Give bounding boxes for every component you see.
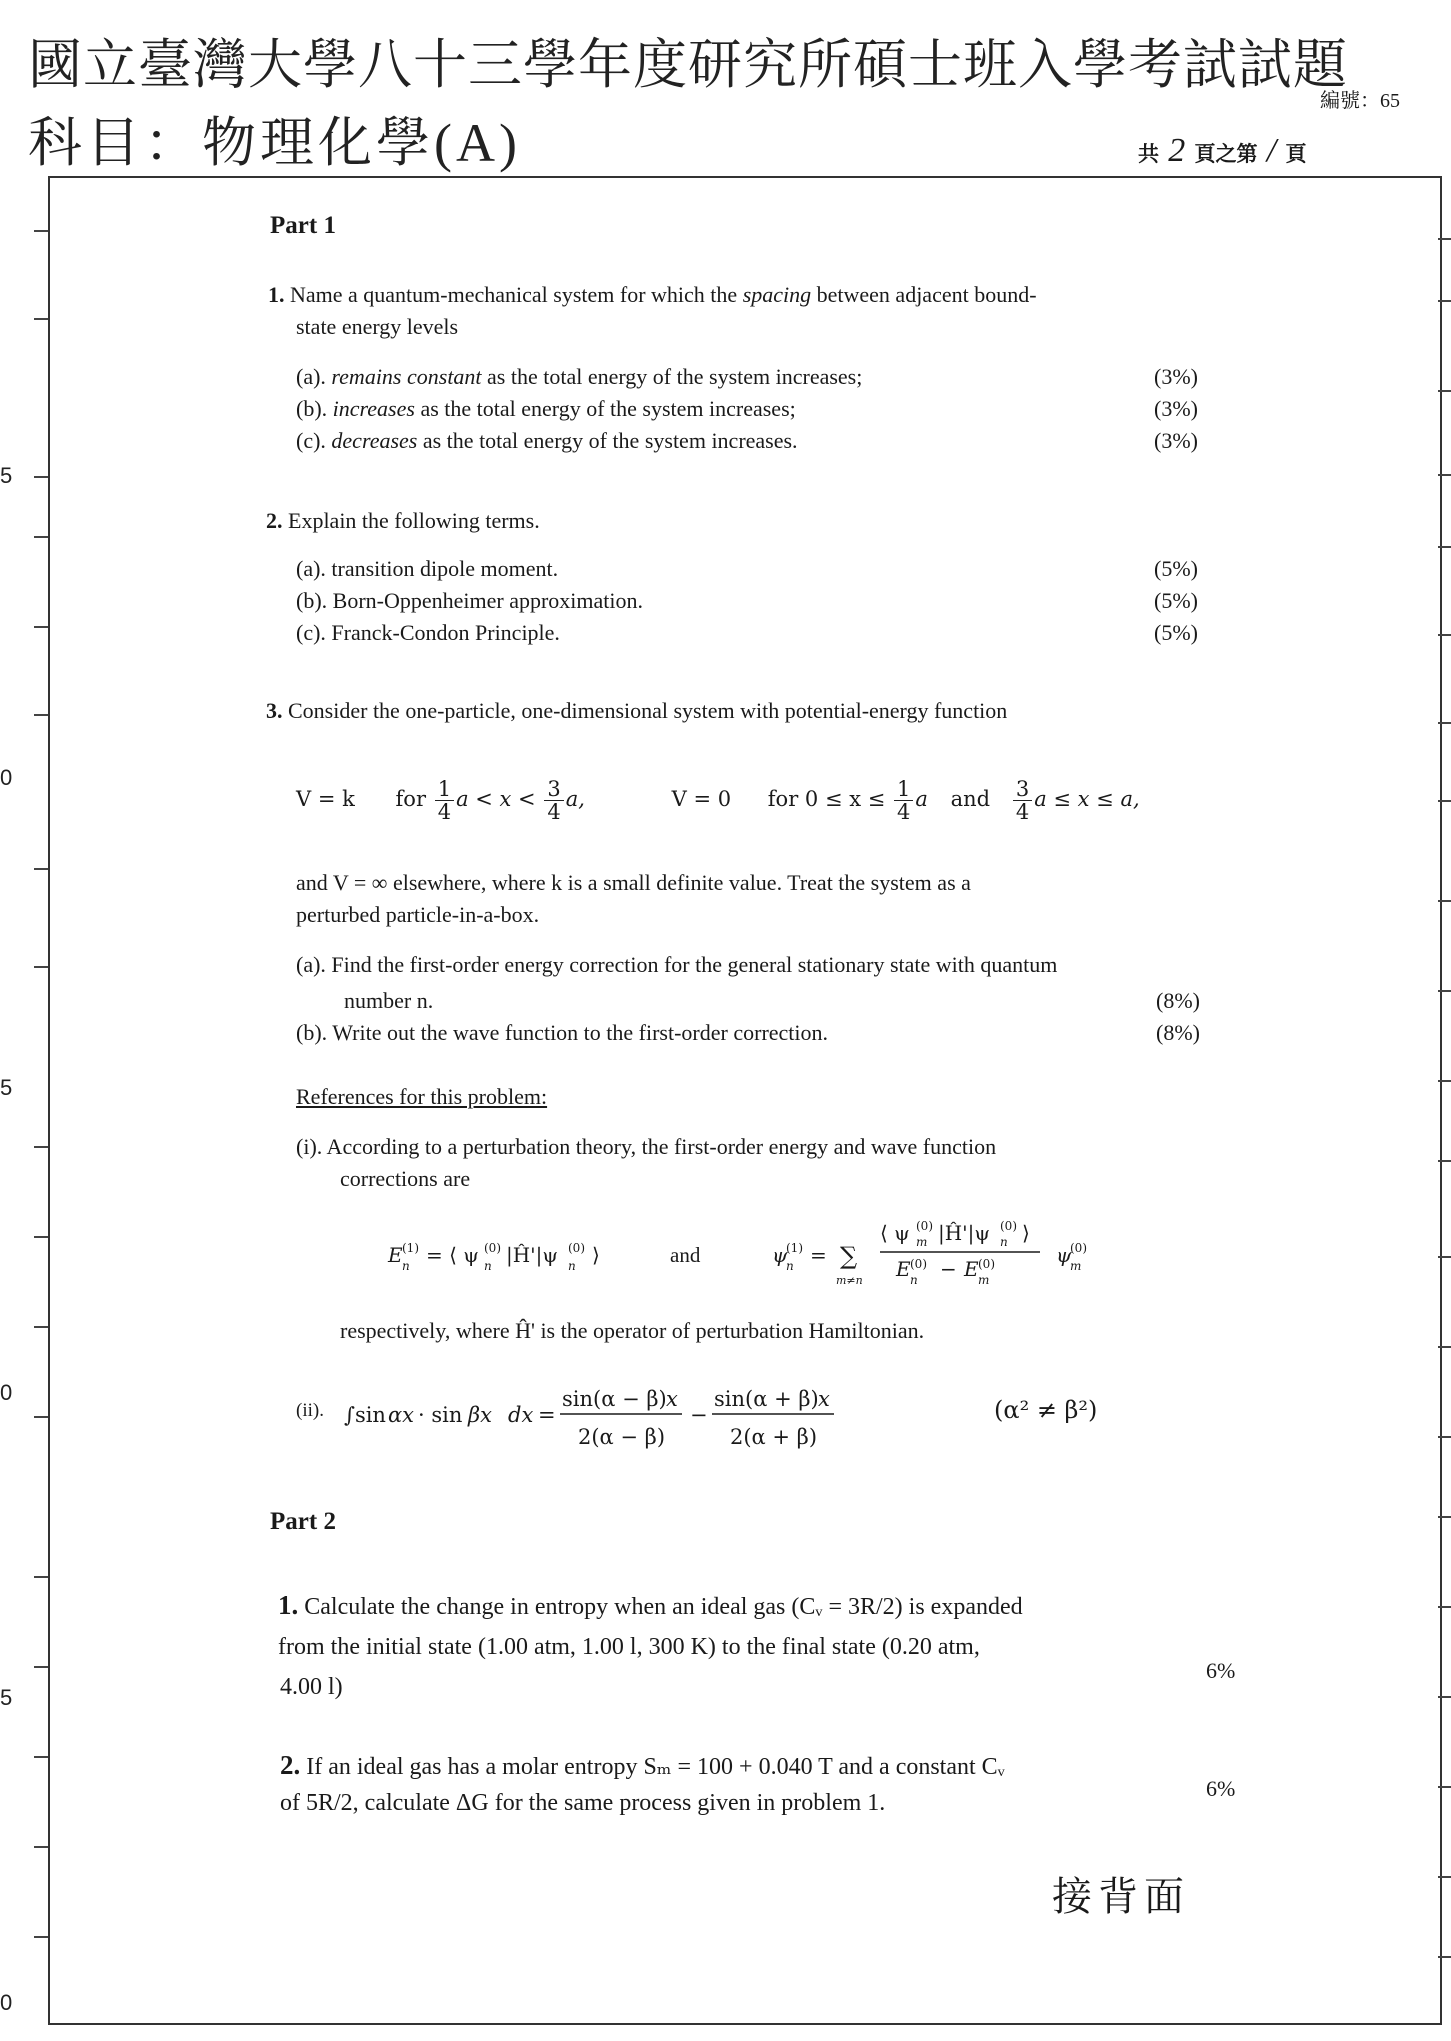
pot-v-k: V = k [296, 787, 355, 812]
margin-tick [34, 230, 48, 232]
ref-and: and [670, 1243, 701, 1267]
cond-d: a ≤ x ≤ a, [1034, 787, 1140, 812]
svg-text:n: n [484, 1259, 492, 1273]
item-label: (a). [296, 364, 326, 389]
svg-text:n: n [568, 1259, 576, 1273]
svg-text:⟨ ψ: ⟨ ψ [880, 1221, 910, 1245]
svg-text:2(α + β): 2(α + β) [730, 1425, 818, 1449]
svg-text:x: x [666, 1387, 678, 1411]
potential-definition [296, 778, 1140, 823]
q2-item-b: (b). Born-Oppenheimer approximation. [296, 588, 644, 613]
margin-tick [34, 1666, 48, 1668]
exam-code: 編號：65 [1320, 90, 1400, 112]
q1-b-points: (3%) [1154, 396, 1198, 421]
ref-ii-condition: (α² ≠ β²) [994, 1396, 1098, 1424]
margin-tick [34, 966, 48, 968]
page-indicator [1138, 132, 1306, 170]
margin-tick [1438, 1876, 1451, 1878]
p2-q1-points: 6% [1206, 1658, 1236, 1683]
margin-tick [1438, 300, 1451, 302]
q1-item-b [296, 396, 796, 422]
pot-for: for [395, 787, 426, 812]
svg-text:⟩: ⟩ [1022, 1221, 1030, 1245]
margin-tick [34, 1756, 48, 1758]
margin-number: 5 [0, 1075, 13, 1100]
pages-suffix: 頁 [1285, 142, 1307, 166]
margin-tick [1438, 634, 1451, 636]
margin-tick [34, 1936, 48, 1938]
perturbation-equations [380, 1206, 1140, 1294]
p2-q1-text1: Calculate the change in entropy when an ideal gas (Cᵥ = 3R/2) is expanded [304, 1594, 1023, 1620]
q1-c-points: (3%) [1154, 428, 1198, 453]
frac-num: 1 [894, 778, 913, 801]
margin-tick [1438, 474, 1451, 476]
p2-q2-text1: If an ideal gas has a molar entropy Sₘ = 100 + 0.040 T and a constant Cᵥ [306, 1754, 1005, 1780]
part1-title: Part 1 [270, 212, 336, 239]
svg-text:n: n [786, 1259, 794, 1273]
p2-q2-line2: of 5R/2, calculate ΔG for the same process given in problem 1. [280, 1790, 886, 1816]
q2-line [266, 508, 540, 534]
pages-current: / [1266, 132, 1277, 169]
cond-b: a, [565, 787, 585, 812]
svg-text:x: x [818, 1387, 830, 1411]
svg-text:(0): (0) [978, 1257, 995, 1271]
exam-title: 國立臺灣大學八十三學年度研究所碩士班入學考試試題 [28, 35, 1348, 95]
margin-number: 5 [0, 1685, 13, 1710]
svg-text:(0): (0) [910, 1257, 927, 1271]
q2-text: Explain the following terms. [288, 508, 540, 533]
p2-q2-number: 2. [280, 1750, 301, 1780]
svg-text:(0): (0) [484, 1241, 501, 1255]
svg-text:ψ: ψ [1056, 1243, 1072, 1267]
margin-tick [34, 536, 48, 538]
q1-text-b: between adjacent bound- [816, 282, 1037, 307]
svg-text:m: m [1070, 1259, 1082, 1273]
svg-text:sin(α + β): sin(α + β) [714, 1387, 819, 1411]
svg-text:−: − [940, 1257, 957, 1281]
p2-q1-line2: from the initial state (1.00 atm, 1.00 l, 300 K) to the final state (0.20 atm, [278, 1634, 980, 1660]
margin-tick [34, 476, 48, 478]
p2-q1-line1 [278, 1590, 1023, 1621]
p2-q1-number: 1. [278, 1590, 299, 1620]
q1-line2: state energy levels [296, 314, 459, 339]
svg-text:(0): (0) [568, 1241, 585, 1255]
margin-tick [1438, 800, 1451, 802]
item-text: as the total energy of the system increases; [487, 364, 863, 389]
margin-tick [34, 1146, 48, 1148]
p2-q1-line3: 4.00 l) [280, 1674, 343, 1700]
pot-v-0: V = 0 [671, 787, 732, 812]
svg-text:E: E [896, 1257, 911, 1281]
svg-text:n: n [402, 1259, 410, 1273]
q2-c-points: (5%) [1154, 620, 1198, 645]
item-emphasis: decreases [331, 428, 418, 453]
q1-number: 1. [268, 282, 285, 307]
margin-tick [34, 1576, 48, 1578]
svg-text:· sin: · sin [418, 1403, 463, 1427]
svg-text:m: m [916, 1235, 928, 1249]
svg-text:(0): (0) [916, 1219, 933, 1233]
p2-q2-points: 6% [1206, 1776, 1236, 1801]
cond-a: a < x < [456, 787, 536, 812]
svg-text:dx: dx [508, 1403, 534, 1427]
q3-b-points: (8%) [1156, 1020, 1200, 1045]
margin-tick [34, 318, 48, 320]
ref-i-line2: corrections are [340, 1166, 471, 1191]
svg-text:(1): (1) [786, 1241, 803, 1255]
item-label: (c). [296, 428, 326, 453]
svg-text:m≠n: m≠n [836, 1274, 863, 1287]
part2-title: Part 2 [270, 1508, 336, 1535]
integral-formula [338, 1378, 918, 1458]
margin-tick [1438, 1696, 1451, 1698]
margin-tick [1438, 1256, 1451, 1258]
margin-tick [34, 1326, 48, 1328]
q3-number: 3. [266, 698, 283, 723]
references-title: References for this problem: [296, 1084, 548, 1109]
continue-on-back-note: 接背面 [1052, 1874, 1190, 1920]
item-text: as the total energy of the system increases; [420, 396, 796, 421]
margin-tick [1438, 1080, 1451, 1082]
svg-text:∫sin: ∫sin [344, 1403, 386, 1427]
svg-text:=: = [538, 1403, 556, 1427]
frac-den: 4 [437, 800, 452, 825]
frac-num: 1 [435, 778, 454, 801]
pages-total: 2 [1168, 132, 1186, 169]
frac-three-quarters [1013, 778, 1032, 823]
svg-text:(1): (1) [402, 1241, 419, 1255]
margin-tick [1438, 546, 1451, 548]
q1-item-a [296, 364, 862, 390]
ref-ii-label: (ii). [296, 1400, 324, 1421]
pages-mid: 頁之第 [1194, 142, 1258, 166]
svg-text:sin(α − β): sin(α − β) [562, 1387, 667, 1411]
frac-num: 3 [1013, 778, 1032, 801]
q2-b-points: (5%) [1154, 588, 1198, 613]
q2-item-c: (c). Franck-Condon Principle. [296, 620, 560, 645]
q1-text-a: Name a quantum-mechanical system for which the [290, 282, 738, 307]
p2-q2-line1 [280, 1750, 1005, 1781]
frac-den: 4 [547, 800, 561, 825]
margin-tick [1438, 1786, 1451, 1788]
item-text: as the total energy of the system increases. [422, 428, 798, 453]
margin-tick [1438, 390, 1451, 392]
margin-number: 5 [0, 463, 13, 488]
svg-text:αx: αx [388, 1403, 415, 1427]
margin-number: 0 [0, 1990, 13, 2015]
pot-for2: for 0 ≤ x ≤ [767, 787, 886, 812]
svg-text:ψ: ψ [772, 1243, 788, 1267]
q1-line1 [268, 282, 1037, 308]
margin-tick [34, 626, 48, 628]
frac-den: 4 [1015, 800, 1030, 825]
svg-text:−: − [690, 1403, 708, 1427]
svg-text:βx: βx [468, 1403, 492, 1427]
margin-tick [1438, 722, 1451, 724]
margin-tick [34, 1236, 48, 1238]
margin-tick [34, 1846, 48, 1848]
item-label: (b). [296, 396, 328, 421]
q1-item-c [296, 428, 798, 454]
q3-line1 [266, 698, 1007, 724]
q3-b-line: (b). Write out the wave function to the first-order correction. [296, 1020, 829, 1045]
svg-text:= ⟨ ψ: = ⟨ ψ [426, 1243, 479, 1267]
svg-text:|Ĥ'|ψ: |Ĥ'|ψ [938, 1221, 991, 1245]
q2-a-points: (5%) [1154, 556, 1198, 581]
q3-line2: and V = ∞ elsewhere, where k is a small definite value. Treat the system as a [296, 870, 971, 895]
item-emphasis: remains constant [331, 364, 482, 389]
subject-line: 科目：物理化學(A) [28, 113, 521, 173]
frac-three-quarters [544, 778, 563, 823]
q1-a-points: (3%) [1154, 364, 1198, 389]
q2-number: 2. [266, 508, 283, 533]
margin-tick [1438, 1516, 1451, 1518]
margin-tick [1438, 1160, 1451, 1162]
q3-text: Consider the one-particle, one-dimensional system with potential-energy function [288, 698, 1008, 723]
frac-one-quarter [894, 778, 913, 823]
q3-a-line1: (a). Find the first-order energy correction for the general stationary state with quantum [296, 952, 1058, 977]
svg-text:E: E [388, 1243, 403, 1267]
q3-line3: perturbed particle-in-a-box. [296, 902, 540, 927]
ref-i-line1: (i). According to a perturbation theory, the first-order energy and wave function [296, 1134, 997, 1159]
q1-text-em: spacing [742, 282, 812, 307]
svg-text:E: E [964, 1257, 979, 1281]
margin-tick [1438, 900, 1451, 902]
svg-text:⟩: ⟩ [592, 1243, 600, 1267]
margin-tick [34, 1416, 48, 1418]
margin-number: 0 [0, 1380, 13, 1405]
cond-c: a [915, 787, 928, 812]
frac-num: 3 [544, 778, 563, 801]
svg-text:∑: ∑ [840, 1242, 858, 1270]
svg-text:m: m [978, 1273, 990, 1287]
pages-prefix: 共 [1138, 142, 1159, 166]
svg-text:(0): (0) [1070, 1241, 1087, 1255]
pot-and: and [950, 787, 991, 812]
margin-tick [1438, 990, 1451, 992]
svg-text:=: = [810, 1243, 827, 1267]
svg-text:2(α − β): 2(α − β) [578, 1425, 666, 1449]
q3-a-points: (8%) [1156, 988, 1200, 1013]
item-emphasis: increases [332, 396, 415, 421]
q3-a-line2: number n. [344, 988, 434, 1013]
margin-tick [34, 868, 48, 870]
svg-text:|Ĥ'|ψ: |Ĥ'|ψ [506, 1243, 559, 1267]
q2-item-a: (a). transition dipole moment. [296, 556, 559, 581]
margin-tick [34, 714, 48, 716]
svg-text:n: n [1000, 1235, 1008, 1249]
svg-text:n: n [910, 1273, 918, 1287]
ref-respectively: respectively, where Ĥ' is the operator of perturbation Hamiltonian. [340, 1318, 925, 1343]
margin-tick [1438, 238, 1451, 240]
margin-tick [1438, 1956, 1451, 1958]
svg-text:(0): (0) [1000, 1219, 1017, 1233]
margin-tick [1438, 1346, 1451, 1348]
margin-tick [1438, 1436, 1451, 1438]
margin-tick [1438, 1606, 1451, 1608]
margin-number: 0 [0, 765, 13, 790]
frac-den: 4 [897, 800, 911, 825]
frac-one-quarter [435, 778, 454, 823]
